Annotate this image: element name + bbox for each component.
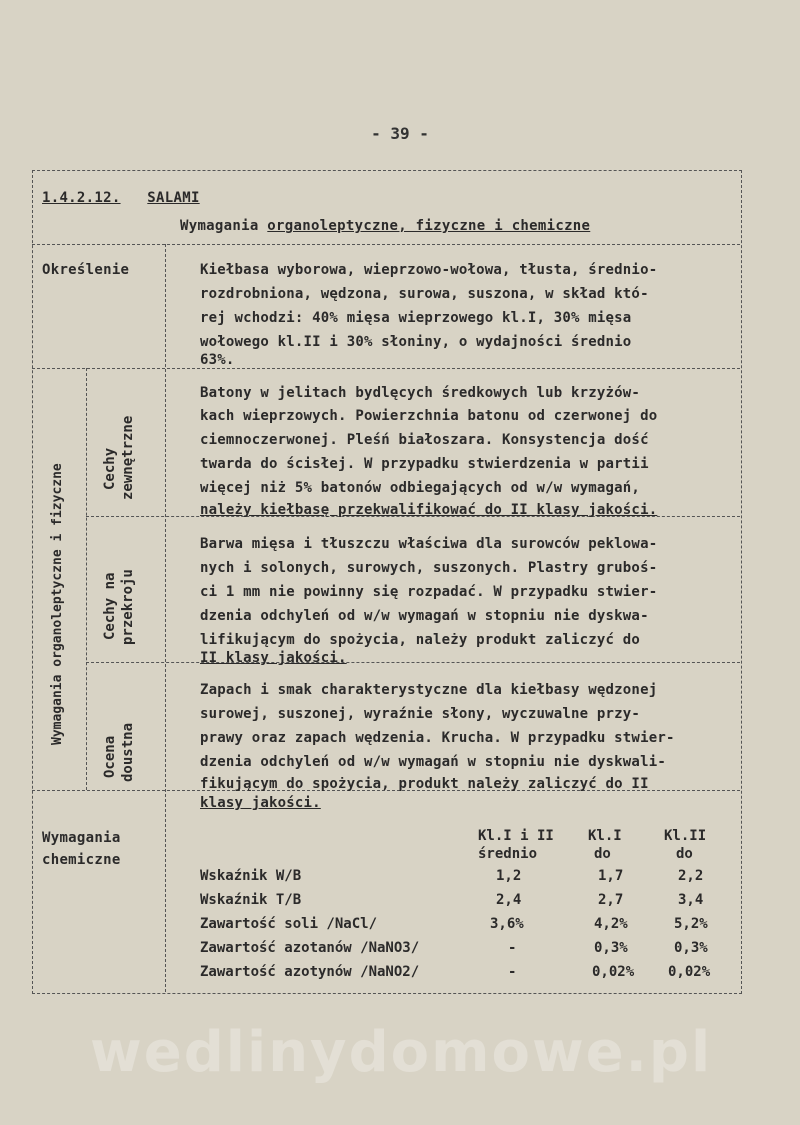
chem-row-name: Zawartość azotanów /NaNO3/ (200, 940, 420, 956)
chemical-label-1: Wymagania (42, 830, 121, 846)
section-heading (42, 190, 200, 206)
definition-label: Określenie (42, 262, 130, 278)
chem-row-kl1: 0,02% (592, 964, 635, 980)
section-subtitle-rest: organoleptyczne, fizyczne i chemiczne (267, 218, 591, 234)
organoleptic-label: Wymagania organoleptyczne i fizyczne (50, 463, 65, 745)
header-avg-1: Kl.I i II (478, 828, 554, 844)
chem-row-kl2: 0,02% (668, 964, 711, 980)
external-line: należy kiełbasę przekwalifikować do II klasy jakości. (200, 502, 658, 518)
header-avg-2: średnio (478, 846, 538, 862)
section-subtitle (180, 218, 590, 234)
taste-label-2: doustna (120, 722, 136, 782)
rule-cross-section (86, 662, 740, 663)
cross-section-line: ci 1 mm nie powinny się rozpadać. W przypadku stwier- (200, 584, 658, 600)
header-kl1-1: Kl.I (588, 828, 622, 844)
chem-row-avg: - (508, 964, 517, 980)
chem-row-kl2: 3,4 (678, 892, 704, 908)
taste-label-1: Ocena (102, 735, 118, 778)
external-label-2: zewnętrzne (120, 415, 136, 500)
chem-row-name: Wskaźnik W/B (200, 868, 302, 884)
external-line: twarda do ścisłej. W przypadku stwierdzenia w partii (200, 456, 649, 472)
chem-row-avg: 3,6% (490, 916, 524, 932)
cross-section-line: II klasy jakości. (200, 650, 347, 666)
header-kl1-2: do (594, 846, 611, 862)
cross-section-line: lifikującym do spożycia, należy produkt zaliczyć do (200, 632, 641, 648)
chem-row-kl2: 0,3% (674, 940, 708, 956)
vrule-organoleptic (86, 368, 87, 790)
page-number: - 39 - (371, 124, 429, 143)
taste-line: fikującym do spożycia, produkt należy zaliczyć do II (200, 776, 649, 792)
cross-section-line: dzenia odchyleń od w/w wymagań w stopniu nie dyskwa- (200, 608, 649, 624)
chem-row-name: Zawartość soli /NaCl/ (200, 916, 378, 932)
chem-row-kl1: 2,7 (598, 892, 624, 908)
taste-line: surowej, suszonej, wyraźnie słony, wyczuwalne przy- (200, 706, 641, 722)
chem-row-kl2: 2,2 (678, 868, 704, 884)
chem-row-avg: 1,2 (496, 868, 522, 884)
cross-section-label-1: Cechy na (102, 572, 118, 640)
chem-row-kl1: 1,7 (598, 868, 624, 884)
taste-line: Zapach i smak charakterystyczne dla kiełbasy wędzonej (200, 682, 658, 698)
vrule-labels (165, 244, 166, 992)
external-line: ciemnoczerwonej. Pleśń białoszara. Konsystencja dość (200, 432, 649, 448)
definition-line: rozdrobniona, wędzona, surowa, suszona, w skład któ- (200, 286, 649, 302)
external-label-1: Cechy (102, 447, 118, 490)
taste-line: klasy jakości. (200, 795, 321, 811)
section-name: SALAMI (147, 190, 200, 206)
definition-line: 63%. (200, 352, 235, 368)
definition-line: wołowego kl.II i 30% słoniny, o wydajności średnio (200, 334, 632, 350)
chem-row-avg: - (508, 940, 517, 956)
rule-definition (32, 368, 740, 369)
watermark-logo: wedlinydomowe.pl (90, 1020, 713, 1085)
cross-section-line: Barwa mięsa i tłuszczu właściwa dla surowców peklowa- (200, 536, 658, 552)
chem-row-name: Zawartość azotynów /NaNO2/ (200, 964, 420, 980)
chem-row-name: Wskaźnik T/B (200, 892, 302, 908)
cross-section-line: nych i solonych, surowych, suszonych. Plastry gruboś- (200, 560, 658, 576)
external-line: Batony w jelitach bydlęcych średkowych lub krzyżów- (200, 385, 641, 401)
header-kl2-2: do (676, 846, 693, 862)
chem-row-kl2: 5,2% (674, 916, 708, 932)
header-kl2-1: Kl.II (664, 828, 707, 844)
chem-row-avg: 2,4 (496, 892, 522, 908)
chem-row-kl1: 4,2% (594, 916, 628, 932)
external-line: kach wieprzowych. Powierzchnia batonu od czerwonej do (200, 408, 658, 424)
chem-row-kl1: 0,3% (594, 940, 628, 956)
section-number: 1.4.2.12. (42, 190, 121, 206)
definition-line: Kiełbasa wyborowa, wieprzowo-wołowa, tłusta, średnio- (200, 262, 658, 278)
chemical-label-2: chemiczne (42, 852, 121, 868)
section-subtitle-word: Wymagania (180, 218, 259, 234)
cross-section-label-2: przekroju (120, 569, 136, 645)
taste-line: prawy oraz zapach wędzenia. Krucha. W przypadku stwier- (200, 730, 675, 746)
taste-line: dzenia odchyleń od w/w wymagań w stopniu nie dyskwali- (200, 754, 666, 770)
rule-title (32, 244, 740, 245)
definition-line: rej wchodzi: 40% mięsa wieprzowego kl.I, 30% mięsa (200, 310, 632, 326)
external-line: więcej niż 5% batonów odbiegających od w/w wymagań, (200, 480, 641, 496)
